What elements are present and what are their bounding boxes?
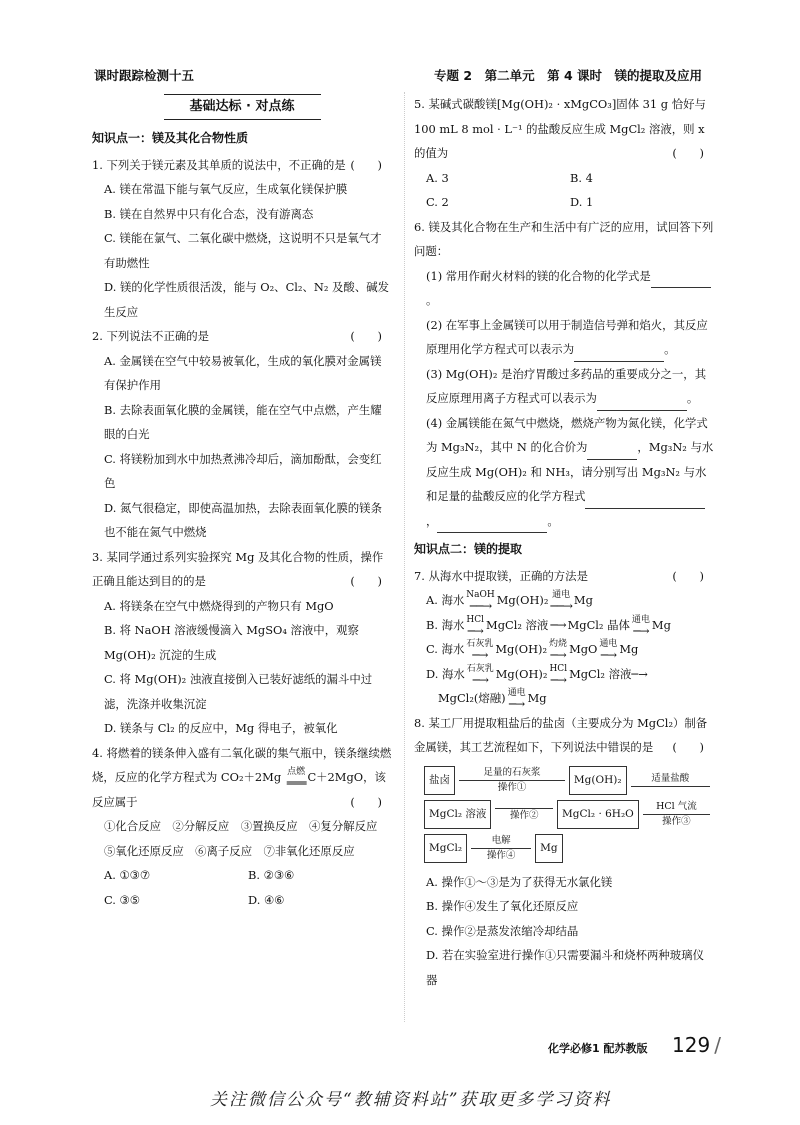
q3-answer-paren[interactable]: ( ) <box>350 574 382 588</box>
flow-node-mgoh2: Mg(OH)₂ <box>569 766 627 795</box>
question-3 <box>92 545 392 741</box>
question-2 <box>92 324 392 545</box>
footer-book-title: 化学必修1 配苏教版 <box>548 1042 648 1055</box>
section-1-title: 知识点一：镁及其化合物性质 <box>92 131 249 145</box>
q8-option-d[interactable]: D. 若在实验室进行操作①只需要漏斗和烧杯两种玻璃仪器 <box>426 948 704 987</box>
q6-part-3: (3) Mg(OH)₂ 是治疗胃酸过多药品的重要成分之一，其反应原理用离子方程式可以表示为 <box>426 366 707 405</box>
q1-answer-paren[interactable]: ( ) <box>350 157 382 172</box>
q6-blank-4c[interactable] <box>437 518 547 533</box>
flow-arrow-5: 电解 操作④ <box>471 835 531 862</box>
flow-node-mgcl2: MgCl₂ <box>424 834 467 863</box>
q5-options <box>414 166 714 215</box>
q5-answer-paren[interactable]: ( ) <box>672 146 704 160</box>
q2-stem: 2. 下列说法不正确的是 <box>92 329 210 343</box>
q4-option-a[interactable]: A. ①③⑦ <box>104 868 151 882</box>
q1-option-c[interactable]: C. 镁能在氯气、二氧化碳中燃烧，这说明不只是氧气才有助燃性 <box>104 231 382 270</box>
question-4 <box>92 741 392 913</box>
question-7 <box>414 564 714 711</box>
flow-node-mgcl2-hydrate: MgCl₂ · 6H₂O <box>557 800 639 829</box>
q2-option-c[interactable]: C. 将镁粉加到水中加热煮沸冷却后，滴加酚酞，会变红色 <box>104 451 382 490</box>
q4-stem-2: C＋2MgO，该反应属于 <box>92 770 386 809</box>
q7-option-c[interactable]: C. 海水 石灰乳 ─→ Mg(OH)₂ 灼烧 ─→ MgO 通电 ─→ Mg <box>426 639 639 662</box>
q7-option-b[interactable]: B. 海水 HCl ─→ MgCl₂ 溶液 ─→ MgCl₂ 晶体 通电 ─→ Mg <box>426 614 671 638</box>
q6-blank-4a[interactable] <box>587 445 637 460</box>
q1-option-b[interactable]: B. 镁在自然界中只有化合态，没有游离态 <box>104 206 314 221</box>
question-6: 6. 镁及其化合物在生产和生活中有广泛的应用，试回答下列问题： (1) 常用作耐火材料的镁的化合物的化学式是。 (2) 在军事上金属镁可以用于制造信号弹和焰火，其反应原理用化学方程式可以表示为 。 (3) Mg(OH)₂ 是治疗胃酸过多药品的重要成分之一，其反应原理用离子方程式可以表示为 。 (4) 金属镁能在氮气中燃烧，燃烧产物为氮化镁，化学式为 Mg₃N₂，其中 N 的化合价为 ，Mg₃N₂ 与水反应生成 Mg(OH)₂ 和 NH₃，请分别写出 Mg₃N₂ 与水和足量的盐酸反应的化学方程式， 。 <box>414 215 714 534</box>
q5-option-a[interactable]: A. 3 <box>426 170 449 185</box>
q7-option-d[interactable]: D. 海水 石灰乳 ─→ Mg(OH)₂ HCl ─→ MgCl₂ 溶液─→ <box>426 663 648 687</box>
q7-answer-paren[interactable]: ( ) <box>672 568 704 583</box>
q3-option-d[interactable]: D. 镁条与 Cl₂ 的反应中，Mg 得电子，被氧化 <box>104 721 338 735</box>
q2-option-d[interactable]: D. 氮气很稳定，即使高温加热，去除表面氧化膜的镁条也不能在氮气中燃烧 <box>104 500 382 539</box>
header-left: 课时跟踪检测十五 <box>94 68 195 83</box>
q4-stem-1: 4. 将燃着的镁条伸入盛有二氧化碳的集气瓶中，镁条继续燃烧，反应的化学方程式为 CO₂＋2Mg <box>92 745 392 784</box>
question-5 <box>414 92 714 215</box>
q6-blank-4b[interactable] <box>585 494 705 509</box>
q4-reaction-types: ①化合反应 ②分解反应 ③置换反应 ④复分解反应 ⑤氧化还原反应 ⑥离子反应 ⑦非氧化还原反应 <box>104 819 389 858</box>
section-2-title: 知识点二：镁的提取 <box>414 542 523 556</box>
flow-node-mgcl2-solution: MgCl₂ 溶液 <box>424 800 491 829</box>
q3-option-b[interactable]: B. 将 NaOH 溶液缓慢滴入 MgSO₄ 溶液中，观察 Mg(OH)₂ 沉淀的生成 <box>104 623 359 662</box>
q4-answer-paren[interactable]: ( ) <box>350 794 382 809</box>
q6-part-4b: Mg₃N₂ 与水反应生成 Mg(OH)₂ 和 NH₃，请分别写出 Mg₃N₂ 与水和足量的盐酸反应的化学方程式 <box>426 440 714 503</box>
q7-stem: 7. 从海水中提取镁，正确的方法是 <box>414 568 588 583</box>
flow-arrow-1: 足量的石灰浆 操作① <box>459 767 565 794</box>
flow-node-brine: 盐卤 <box>424 766 455 795</box>
question-8 <box>414 711 714 993</box>
q1-stem: 1. 下列关于镁元素及其单质的说法中，不正确的是 <box>92 157 346 172</box>
q1-option-d[interactable]: D. 镁的化学性质很活泼，能与 O₂、Cl₂、N₂ 及酸、碱发生反应 <box>104 280 389 319</box>
banner: 基础达标 · 对点练 <box>92 94 392 120</box>
q4-options <box>92 863 392 912</box>
q2-option-b[interactable]: B. 去除表面氧化膜的金属镁，能在空气中点燃，产生耀眼的白光 <box>104 402 382 441</box>
q6-part-4: (4) 金属镁能在氮气中燃烧，燃烧产物为氮化镁，化学式为 Mg₃N₂，其中 N 的化合价为 <box>426 415 708 454</box>
q3-option-c[interactable]: C. 将 Mg(OH)₂ 浊液直接倒入已装好滤纸的漏斗中过滤，洗涤并收集沉淀 <box>104 672 373 711</box>
q6-part-1: (1) 常用作耐火材料的镁的化合物的化学式是 <box>426 268 651 283</box>
flow-node-mg: Mg <box>535 834 562 863</box>
flow-arrow-4: HCl 气流 操作③ <box>643 801 710 828</box>
page-number: 129 / <box>672 1033 721 1057</box>
q8-option-b[interactable]: B. 操作④发生了氧化还原反应 <box>426 899 579 913</box>
q5-option-c[interactable]: C. 2 <box>426 195 449 209</box>
q6-stem: 6. 镁及其化合物在生产和生活中有广泛的应用，试回答下列问题： <box>414 219 714 258</box>
q2-answer-paren[interactable]: ( ) <box>350 329 382 343</box>
q4-option-b[interactable]: B. ②③⑥ <box>248 868 295 882</box>
q5-stem: 5. 某碱式碳酸镁[Mg(OH)₂ · xMgCO₃]固体 31 g 恰好与 100 mL 8 mol · L⁻¹ 的盐酸反应生成 MgCl₂ 溶液，则 x 的值为 <box>414 97 706 160</box>
q8-stem: 8. 某工厂用提取粗盐后的盐卤（主要成分为 MgCl₂）制备金属镁，其工艺流程如下，下列说法中错误的是 <box>414 715 708 754</box>
q8-answer-paren[interactable]: ( ) <box>672 740 704 754</box>
q2-option-a[interactable]: A. 金属镁在空气中较易被氧化，生成的氧化膜对金属镁有保护作用 <box>104 353 382 392</box>
q4-reaction-arrow: 点燃 ═══ <box>286 767 306 790</box>
flow-arrow-3: 操作② <box>495 807 553 822</box>
q5-option-d[interactable]: D. 1 <box>570 195 594 209</box>
q3-stem: 3. 某同学通过系列实验探究 Mg 及其化合物的性质，操作正确且能达到目的的是 <box>92 549 384 588</box>
q6-blank-1[interactable] <box>651 273 711 288</box>
q7-option-a[interactable]: A. 海水 NaOH ──→ Mg(OH)₂ 通电 ──→ Mg <box>426 590 593 613</box>
q6-blank-3[interactable] <box>597 396 687 411</box>
q6-part-2: (2) 在军事上金属镁可以用于制造信号弹和焰火，其反应原理用化学方程式可以表示为 <box>426 317 708 356</box>
q8-option-a[interactable]: A. 操作①～③是为了获得无水氯化镁 <box>426 874 613 889</box>
header-right: 专题 2 第二单元 第 4 课时 镁的提取及应用 <box>434 68 702 83</box>
q1-option-a[interactable]: A. 镁在常温下能与氧气反应，生成氧化镁保护膜 <box>104 182 348 196</box>
left-column <box>92 92 392 912</box>
q3-option-a[interactable]: A. 将镁条在空气中燃烧得到的产物只有 MgO <box>104 598 334 613</box>
q5-option-b[interactable]: B. 4 <box>570 170 593 185</box>
question-1 <box>92 153 392 325</box>
flow-arrow-2: 适量盐酸 <box>631 773 710 788</box>
q6-blank-2[interactable] <box>574 347 664 362</box>
q4-option-c[interactable]: C. ③⑤ <box>104 892 140 907</box>
q7-option-d-cont: MgCl₂(熔融) 通电 ─→ Mg <box>438 688 547 711</box>
q8-process-flow <box>424 764 714 866</box>
q4-option-d[interactable]: D. ④⑥ <box>248 892 285 907</box>
q8-option-c[interactable]: C. 操作②是蒸发浓缩冷却结晶 <box>426 923 579 938</box>
right-column <box>414 92 714 992</box>
column-divider <box>404 92 405 1022</box>
bottom-promo-note: 关注微信公众号“教辅资料站”获取更多学习资料 <box>210 1090 612 1110</box>
